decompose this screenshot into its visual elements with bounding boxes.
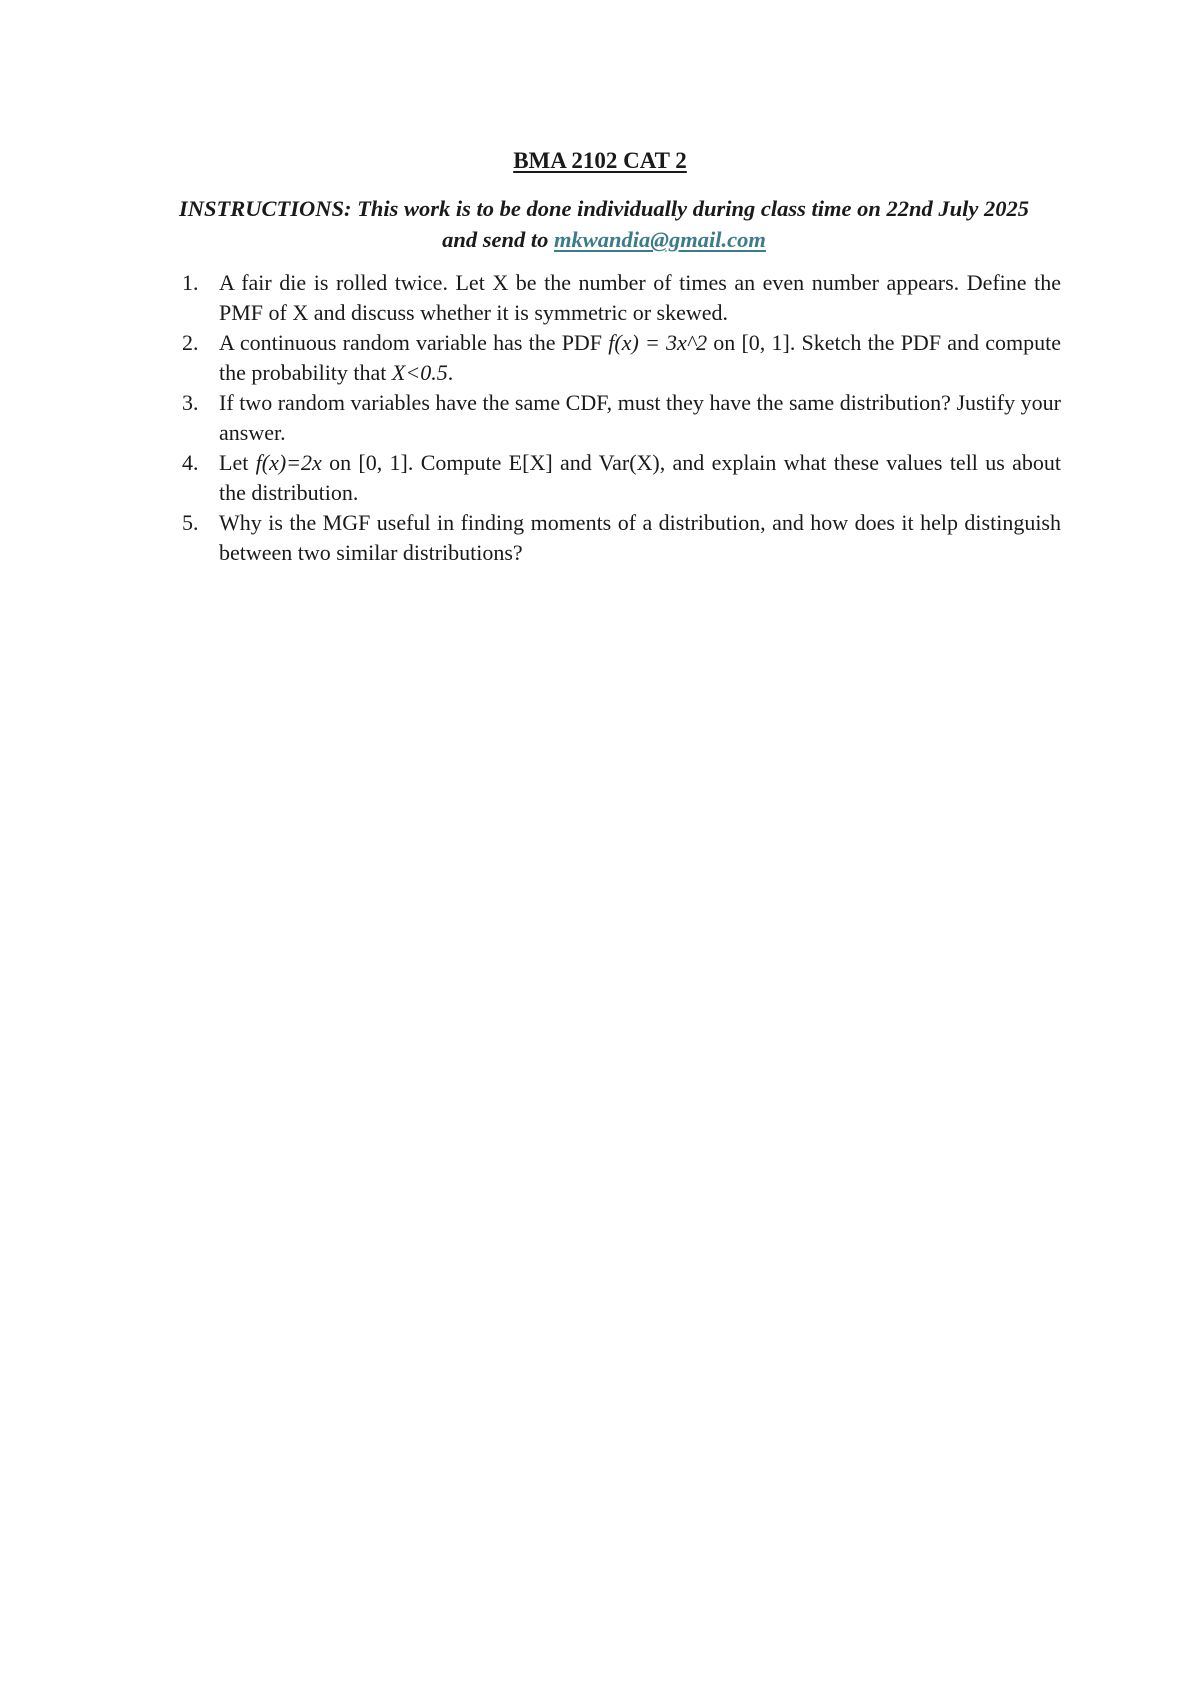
question-text-part: on [0, 1]. Sketch the PDF and compute the probability that <box>219 330 1061 385</box>
instructions-paragraph <box>170 193 1038 255</box>
question-item <box>175 448 1061 508</box>
instructions-text: INSTRUCTIONS: This work is to be done individually during class time on 22nd July 2025 and send to <box>178 196 1030 252</box>
math-expression: X<0.5 <box>391 360 448 385</box>
question-number: 1. <box>182 270 199 295</box>
question-text-part: Let <box>219 450 256 475</box>
question-text-part: A fair die is rolled twice. Let X be the number of times an even number appears. Define the PMF of X and discuss whether it is symmetric or skewed. <box>219 270 1061 325</box>
question-item <box>175 508 1061 568</box>
question-text <box>219 330 1061 385</box>
question-number: 2. <box>182 330 199 355</box>
question-text-part: A continuous random variable has the PDF <box>219 330 609 355</box>
question-text <box>219 270 1061 325</box>
question-item <box>175 268 1061 328</box>
question-number: 3. <box>182 390 199 415</box>
question-text-part: If two random variables have the same CDF, must they have the same distribution? Justify your answer. <box>219 390 1061 445</box>
question-text <box>219 510 1061 565</box>
math-expression: f(x) = 3x^2 <box>608 330 708 355</box>
math-expression: f(x)=2x <box>255 450 322 475</box>
question-item <box>175 328 1061 388</box>
email-link[interactable]: mkwandia@gmail.com <box>554 227 766 252</box>
questions-list <box>175 268 1061 568</box>
question-number: 4. <box>182 450 199 475</box>
question-text-part: Why is the MGF useful in finding moments of a distribution, and how does it help distinguish between two similar distributions? <box>219 510 1061 565</box>
document-title: BMA 2102 CAT 2 <box>513 148 687 173</box>
question-item <box>175 388 1061 448</box>
question-text-part: . <box>447 360 454 385</box>
question-text <box>219 390 1061 445</box>
question-number: 5. <box>182 510 199 535</box>
question-text <box>219 450 1061 505</box>
question-text-part: on [0, 1]. Compute E[X] and Var(X), and explain what these values tell us about the distribution. <box>219 450 1061 505</box>
